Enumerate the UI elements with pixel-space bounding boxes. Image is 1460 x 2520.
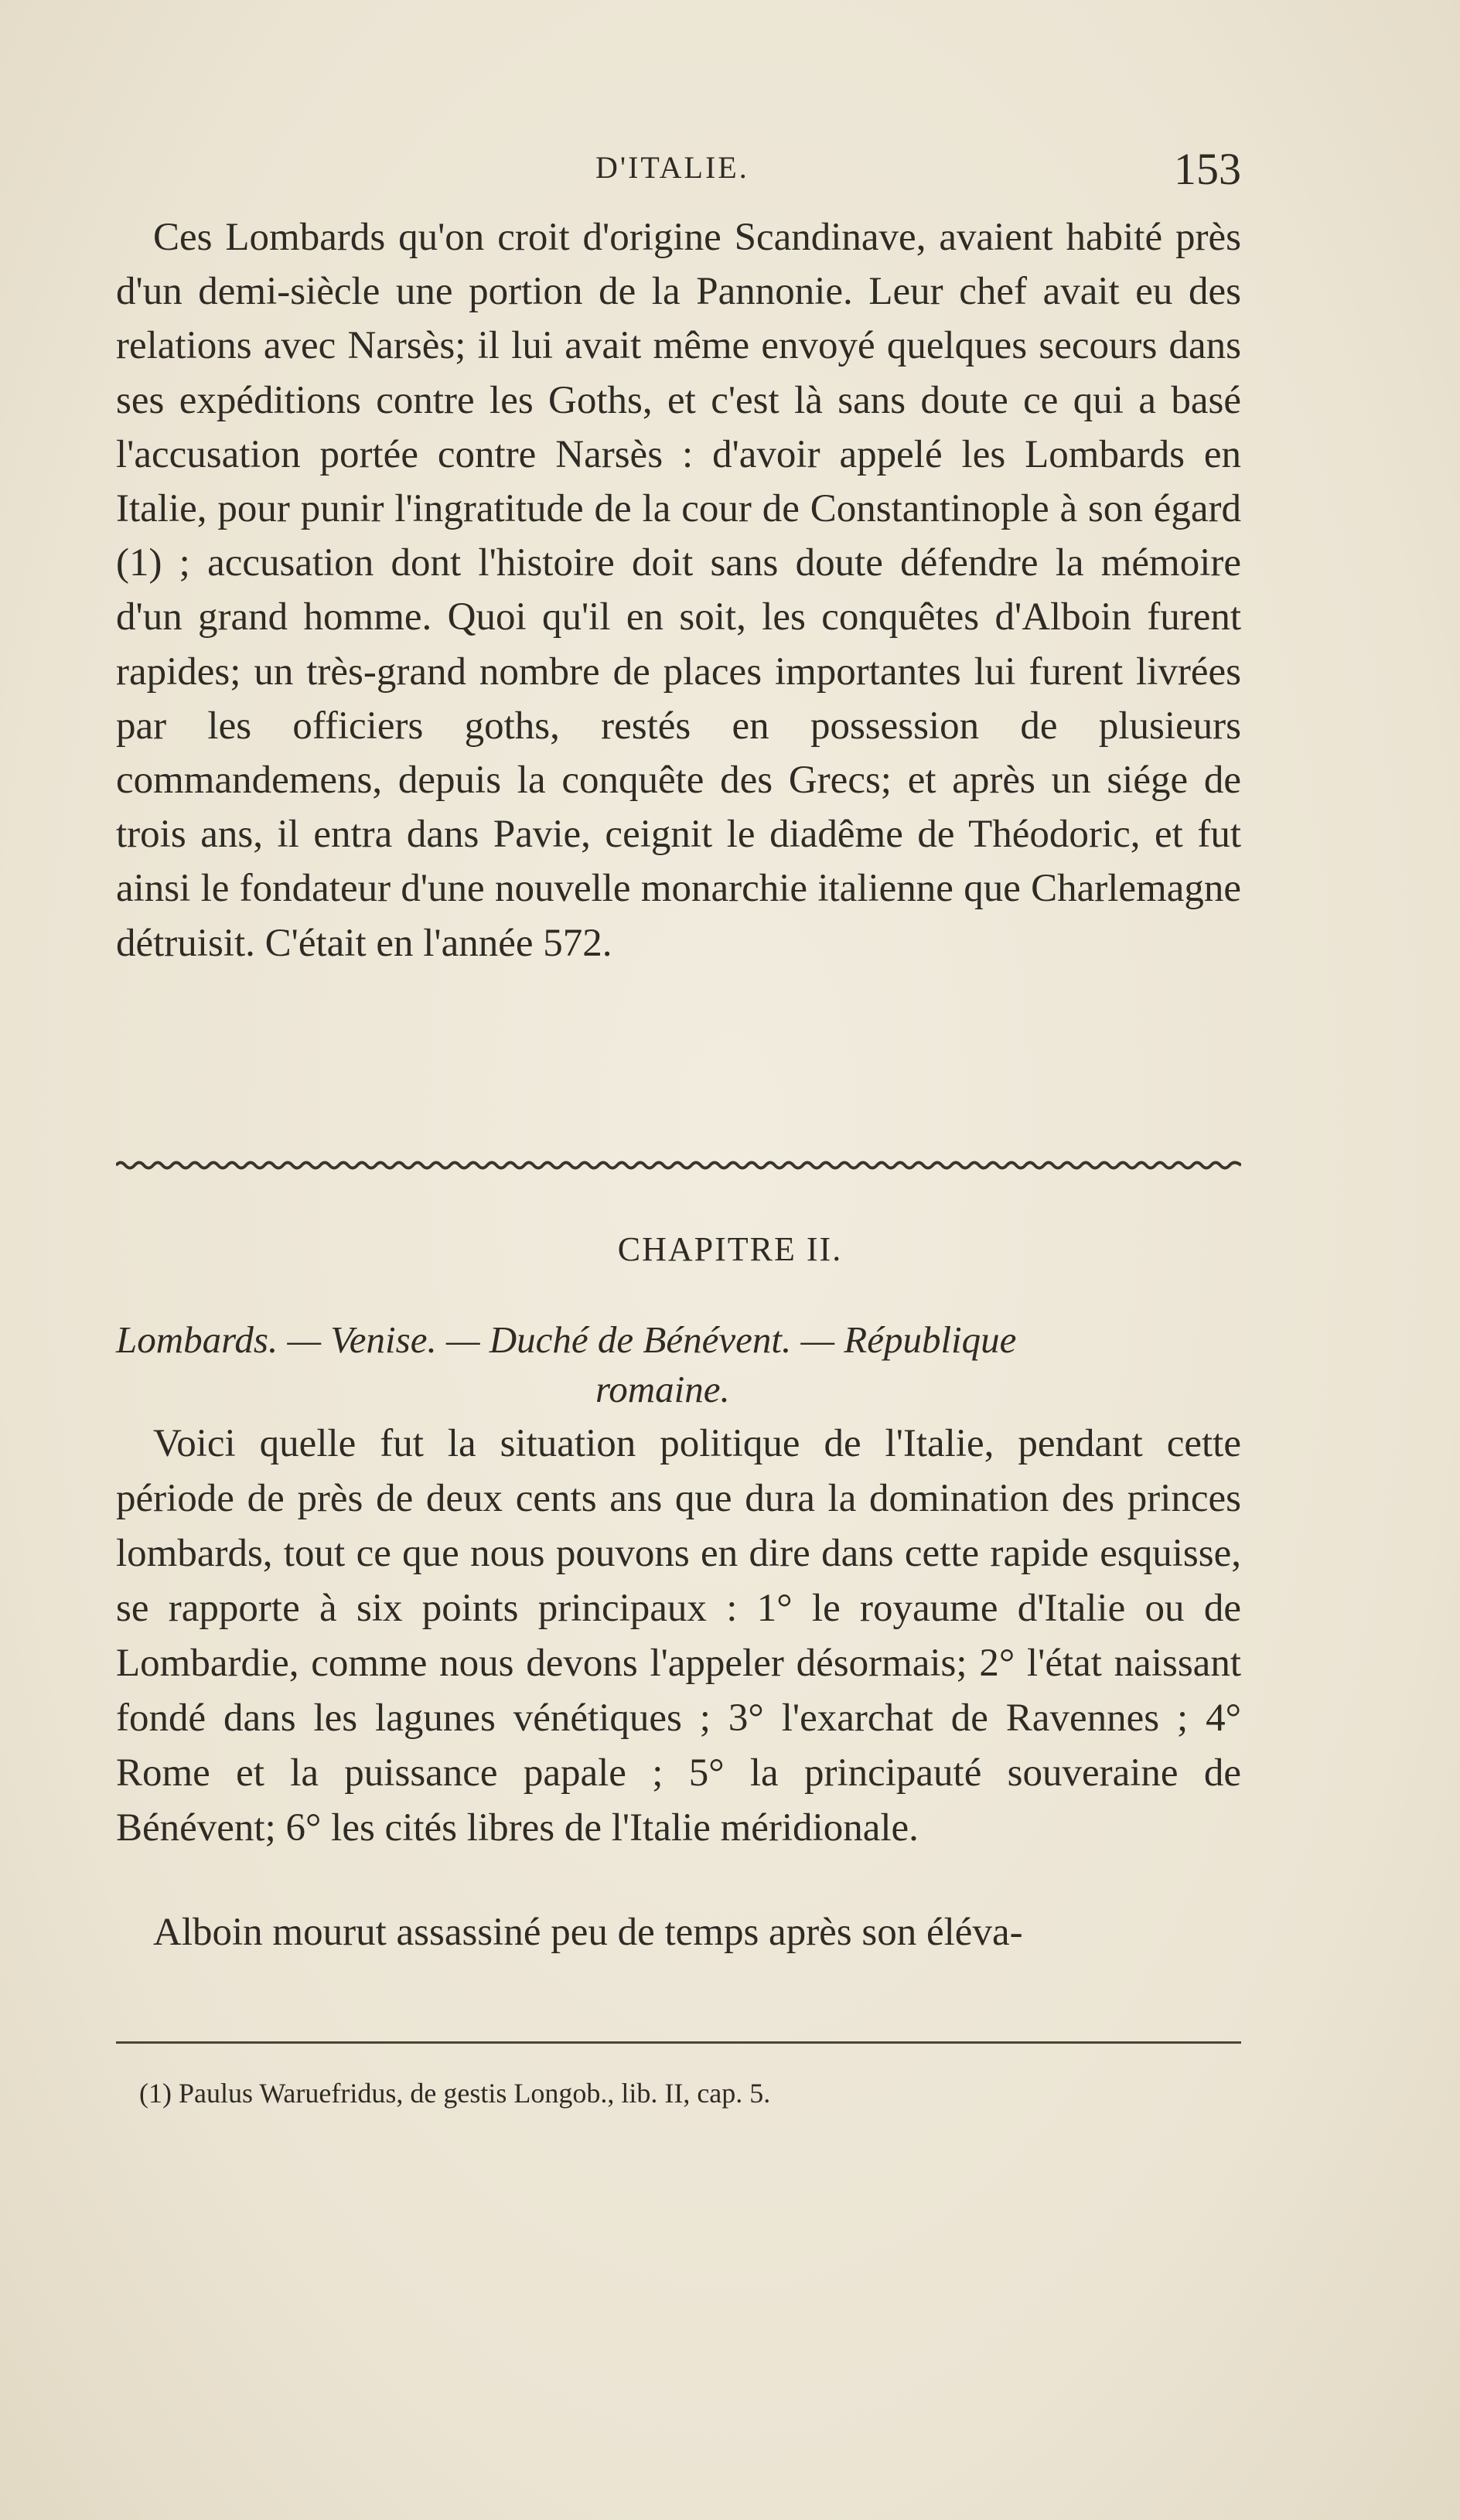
chapter-heading: CHAPITRE II. <box>617 1230 843 1268</box>
paragraph-block-1 <box>116 210 1241 970</box>
paragraph-2: Voici quelle fut la situation politique de l'Italie, pendant cette période de près de deux cents ans que dura la domination des princes lombards, tout ce que nous pouvons en dire dans cette rapide esquisse, se rapporte à six points principaux : 1° le royaume d'Italie ou de Lombardie, comme nous devons l'appeler désormais; 2° l'état naissant fondé dans les lagunes vénétiques ; 3° l'exarchat de Ravennes ; 4° Rome et la puissance papale ; 5° la principauté souveraine de Bénévent; 6° les cités libres de l'Italie méridionale. <box>116 1422 1241 1850</box>
footnote: (1) Paulus Waruefridus, de gestis Longob., lib. II, cap. 5. <box>139 2078 771 2109</box>
paragraph-3: Alboin mourut assassiné peu de temps après son éléva- <box>153 1911 1023 1954</box>
running-head: D'ITALIE. <box>595 150 749 185</box>
paragraph-1: Ces Lombards qu'on croit d'origine Scandinave, avaient habité près d'un demi-siècle une portion de la Pannonie. Leur chef avait eu des relations avec Narsès; il lui avait même envoyé quelques secours dans ses expéditions contre les Goths, et c'est là sans doute ce qui a basé l'accusation portée contre Narsès : d'avoir appelé les Lombards en Italie, pour punir l'ingratitude de la cour de Constantinople à son égard (1) ; accusation dont l'histoire doit sans doute défendre la mémoire d'un grand homme. Quoi qu'il en soit, les conquêtes d'Alboin furent rapides; un très-grand nombre de places importantes lui furent livrées par les officiers goths, restés en possession de plusieurs commandemens, depuis la conquête des Grecs; et après un siége de trois ans, il entra dans Pavie, ceignit le diadême de Théodoric, et fut ainsi le fondateur d'une nouvelle monarchie italienne que Charlemagne détruisit. C'était en l'année 572. <box>116 216 1241 965</box>
ornamental-rule <box>116 1160 1241 1171</box>
page-header <box>116 143 1241 197</box>
chapter-subtitle-line-2: romaine. <box>595 1368 730 1410</box>
footnote-rule <box>116 2041 1241 2044</box>
paragraph-block-3 <box>116 1905 1241 1960</box>
page-number: 153 <box>1174 144 1241 194</box>
paragraph-block-2 <box>116 1417 1241 1856</box>
chapter-subtitle-line-1: Lombards. — Venise. — Duché de Bénévent. — République <box>116 1318 1017 1361</box>
